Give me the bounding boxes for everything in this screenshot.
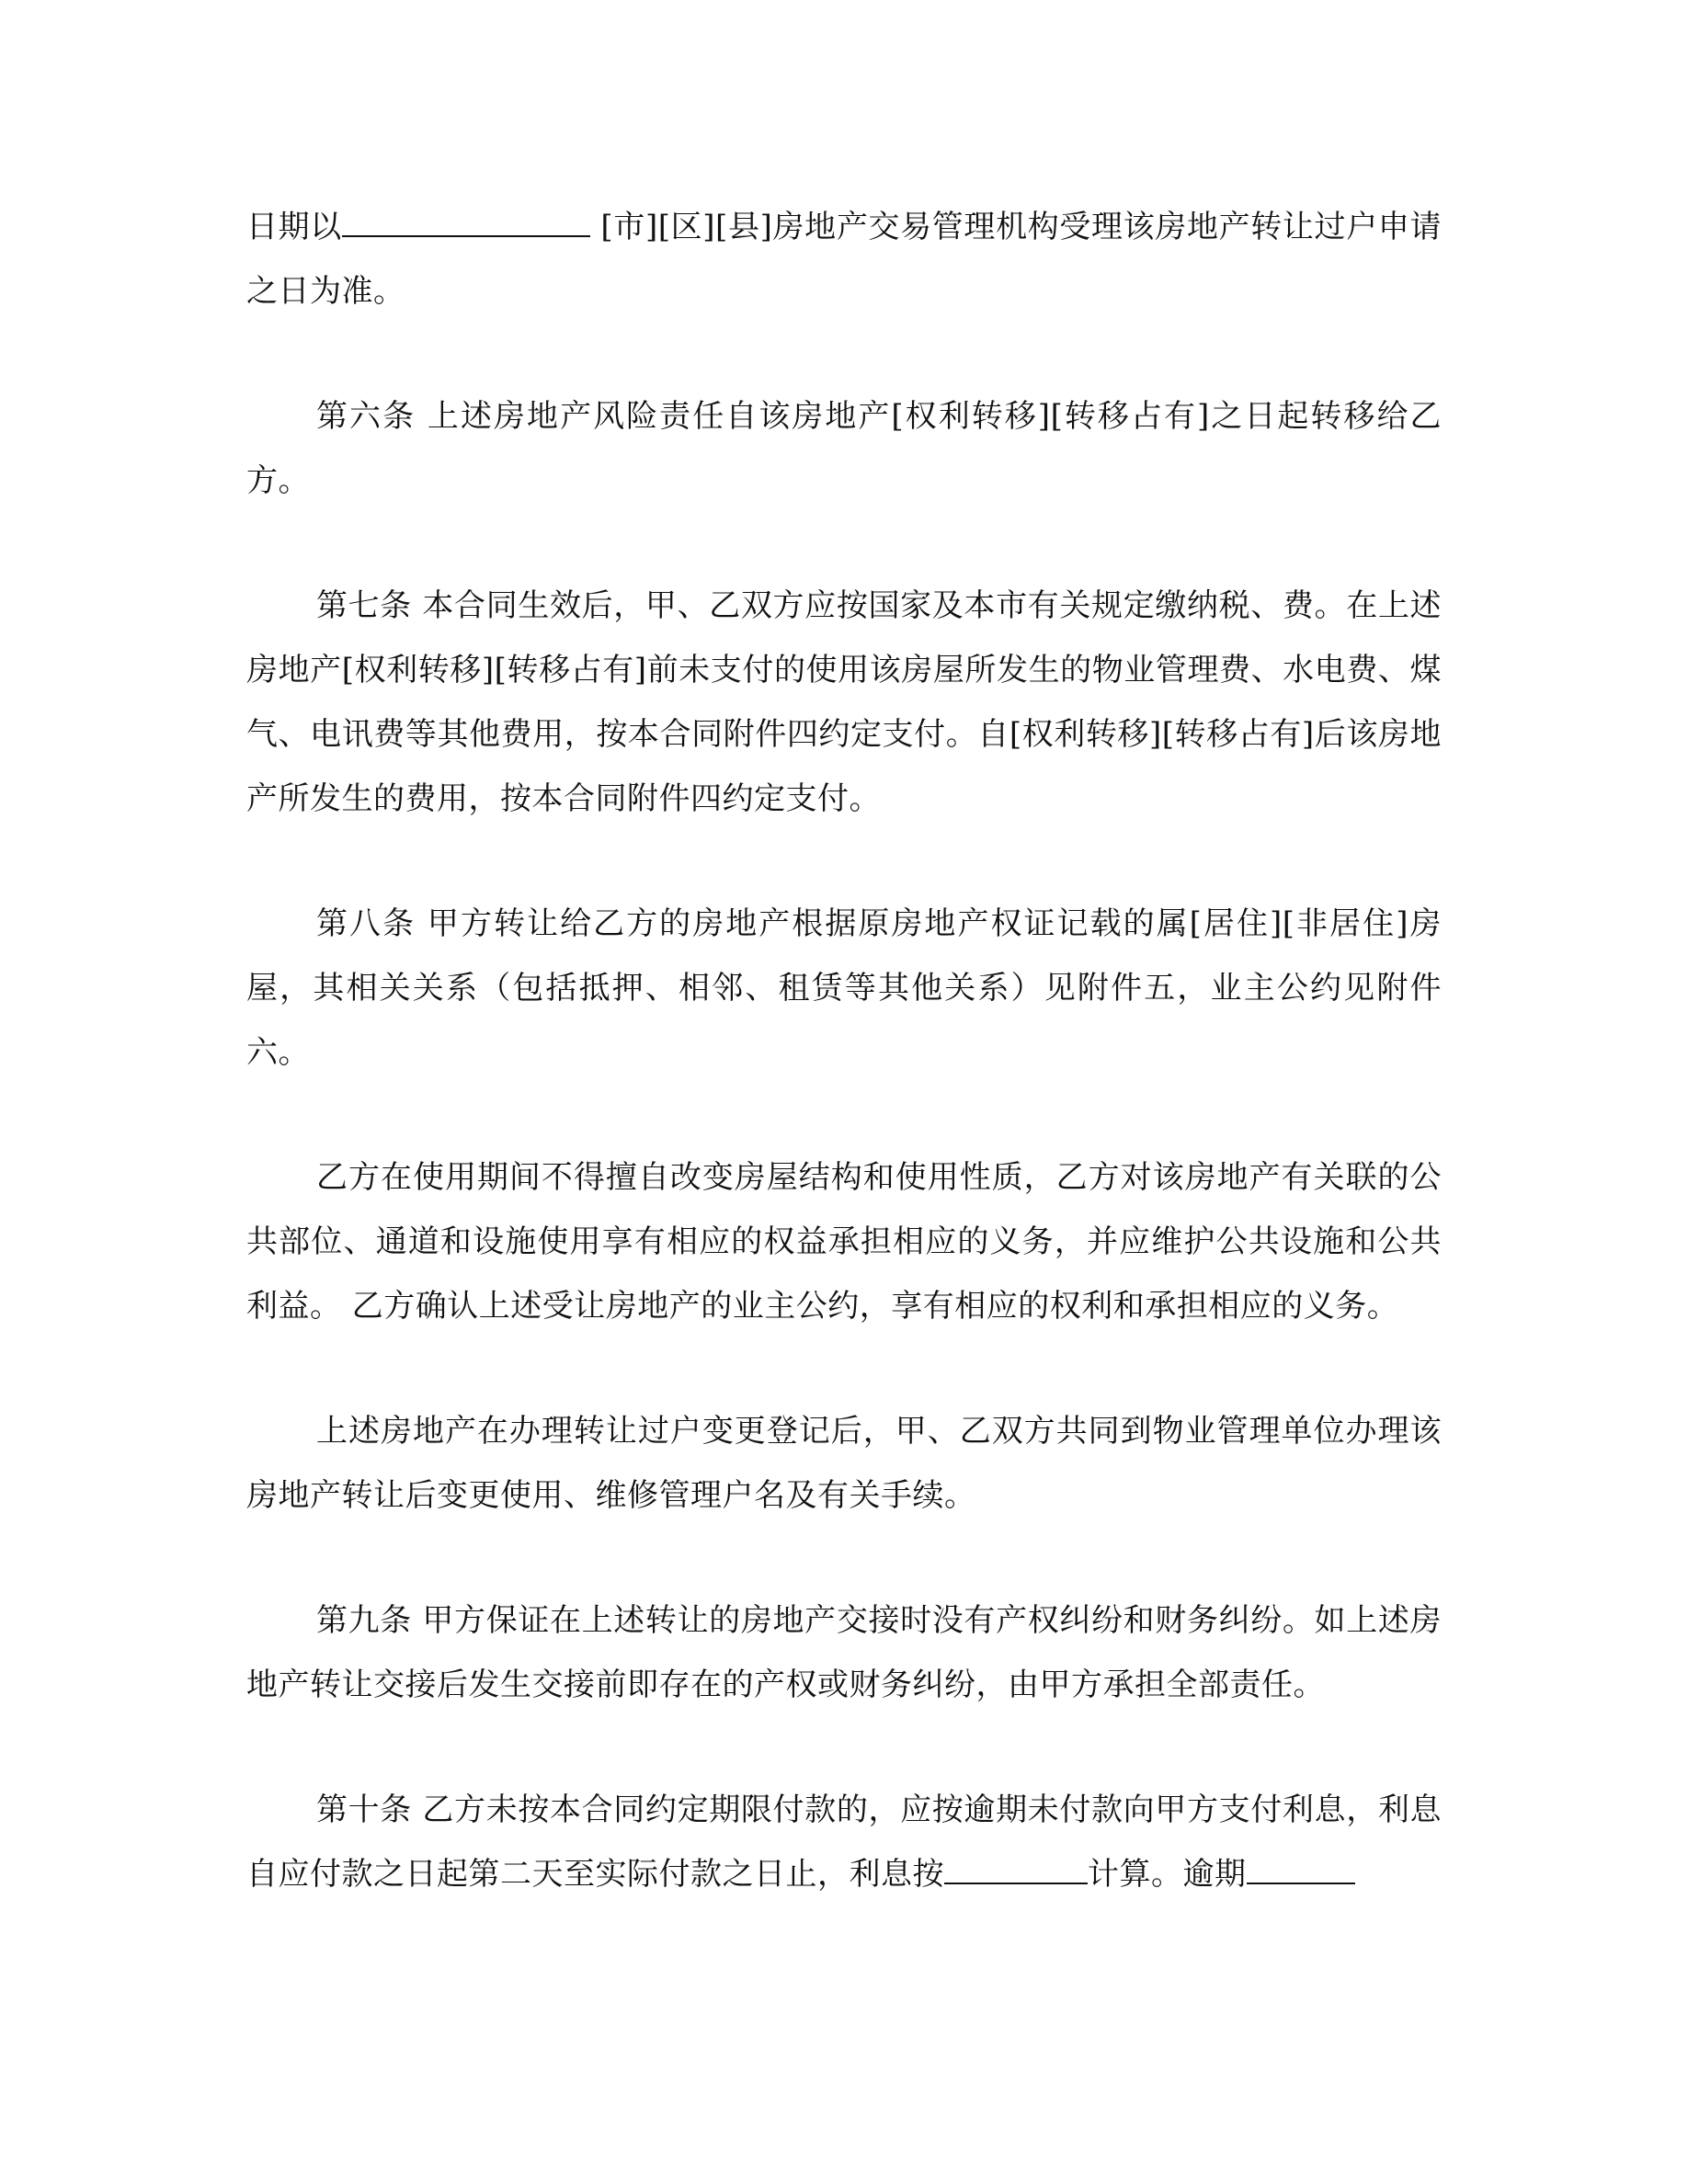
paragraph-transfer-date	[246, 195, 1442, 324]
paragraph-text: 日期以	[246, 209, 342, 245]
article-7: 第七条 本合同生效后，甲、乙双方应按国家及本市有关规定缴纳税、费。在上述房地产[权利转移][转移占有]前未支付的使用该房屋所发生的物业管理费、水电费、煤气、电讯费等其他费用，按本合同附件四约定支付。自[权利转移][转移占有]后该房地产所发生的费用，按本合同附件四约定支付。	[246, 587, 1442, 817]
paragraph-text: 计算。逾期	[1088, 1856, 1247, 1893]
paragraph-text: 第十条 乙方未按本合同约定期限付款的，应按逾期未付款向甲方支付利息，利息自应付款之日起第二天至实际付款之日止，利息按	[246, 1792, 1442, 1893]
paragraph-text: [市][区][县]房地产交易管理机构受理该房地产转让过户申请之日为准。	[246, 209, 1442, 310]
article-9: 第九条 甲方保证在上述转让的房地产交接时没有产权纠纷和财务纠纷。如上述房地产转让交接后发生交接前即存在的产权或财务纠纷，由甲方承担全部责任。	[246, 1602, 1442, 1703]
document-body	[246, 195, 1442, 1967]
overdue-days-blank[interactable]	[1247, 1855, 1355, 1884]
article-10	[246, 1778, 1442, 1906]
article-6: 第六条 上述房地产风险责任自该房地产[权利转移][转移占有]之日起转移给乙方。	[246, 398, 1442, 499]
article-8: 第八条 甲方转让给乙方的房地产根据原房地产权证记载的属[居住][非居住]房屋，其相关关系（包括抵押、相邻、租赁等其他关系）见附件五，业主公约见附件六。	[246, 905, 1442, 1071]
article-8-usage-clause: 乙方在使用期间不得擅自改变房屋结构和使用性质，乙方对该房地产有关联的公共部位、通道和设施使用享有相应的权益承担相应的义务，并应维护公共设施和公共利益。 乙方确认上述受让房地产的业主公约，享有相应的权利和承担相应的义务。	[246, 1159, 1442, 1325]
interest-rate-blank[interactable]	[944, 1855, 1088, 1884]
article-8-registration-clause: 上述房地产在办理转让过户变更登记后，甲、乙双方共同到物业管理单位办理该房地产转让后变更使用、维修管理户名及有关手续。	[246, 1413, 1442, 1514]
fill-in-blank[interactable]	[342, 208, 590, 237]
